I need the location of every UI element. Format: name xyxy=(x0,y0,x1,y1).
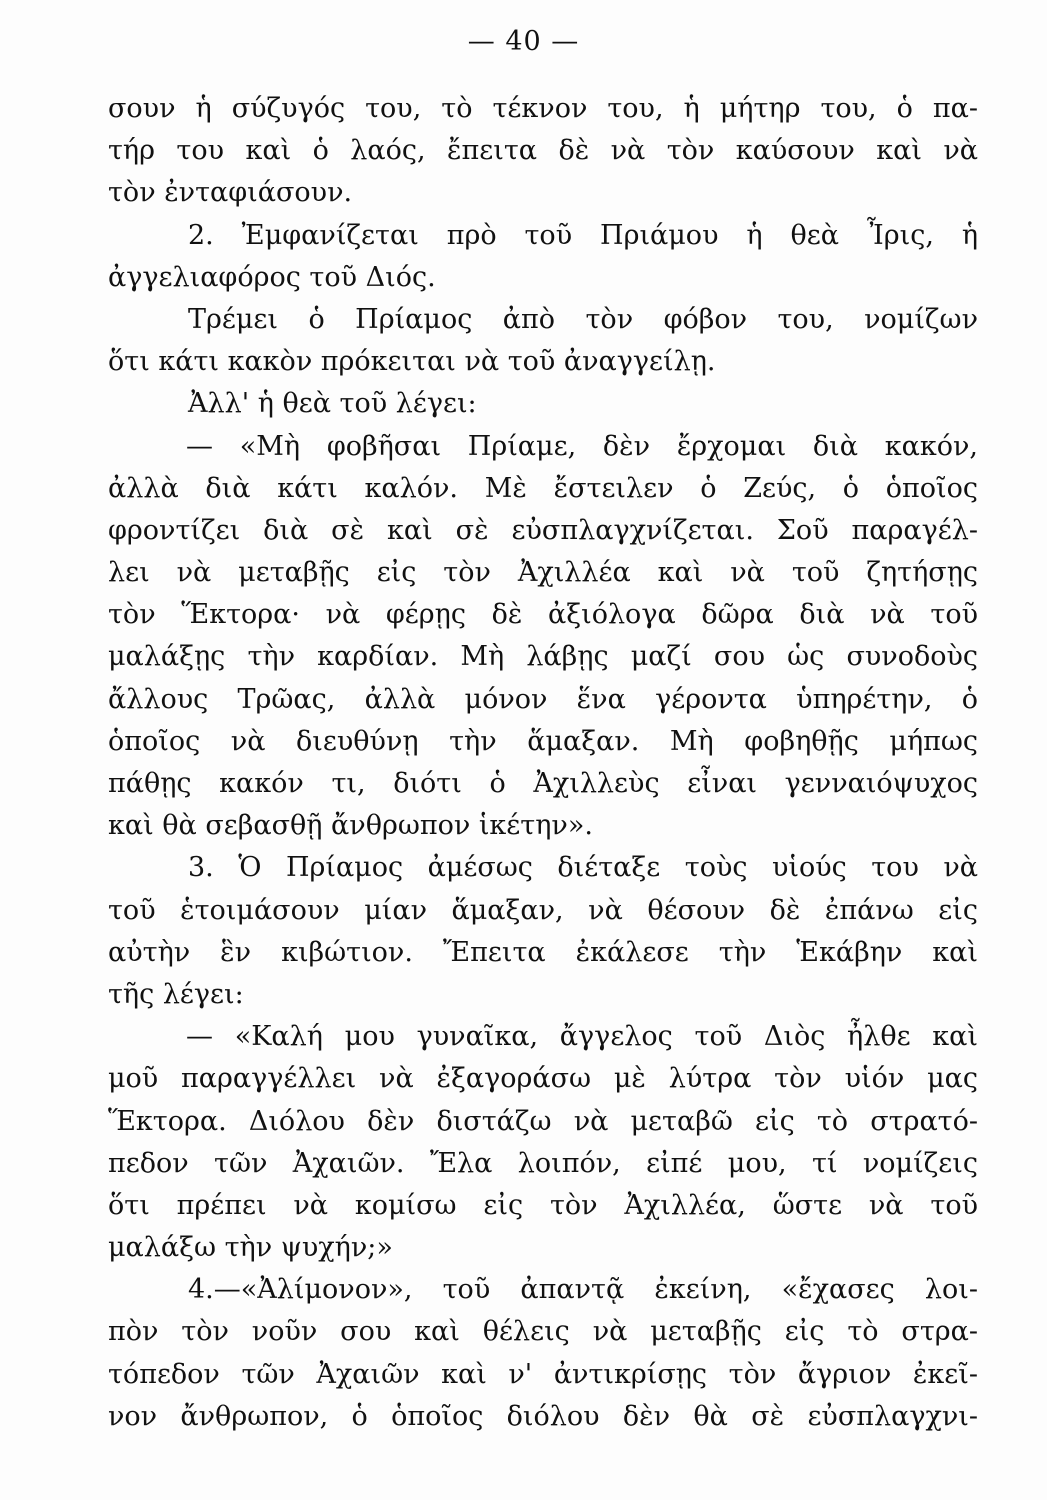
dialogue-line: — «Καλή μου γυναῖκα, ἄγγελος τοῦ Διὸς ἦλθε καὶ xyxy=(186,1021,978,1053)
text-line: Τρέμει ὁ Πρίαμος ἀπὸ τὸν φόβον του, νομίζων xyxy=(188,303,978,335)
page-number: — 40 — xyxy=(467,26,580,57)
text-line: τόπεδον τῶν Ἀχαιῶν καὶ ν' ἀντικρίσῃς τὸν ἄγριον ἐκεῖ- xyxy=(108,1358,978,1390)
text-line: μαλάξῃς τὴν καρδίαν. Μὴ λάβῃς μαζί σου ὡς συνοδοὺς xyxy=(108,641,978,673)
text-line: ἄλλους Τρῶας, ἀλλὰ μόνον ἕνα γέροντα ὑπηρέτην, ὁ xyxy=(108,683,978,715)
text-line: λει νὰ μεταβῇς εἰς τὸν Ἀχιλλέα καὶ νὰ τοῦ ζητήσῃς xyxy=(108,557,978,589)
paragraph-start-4: 4.—«Ἀλίμονον», τοῦ ἀπαντᾷ ἐκείνη, «ἔχασες λοι- xyxy=(188,1274,978,1306)
text-line: πὸν τὸν νοῦν σου καὶ θέλεις νὰ μεταβῇς εἰς τὸ στρα- xyxy=(108,1316,978,1348)
text-line: τῆς λέγει: xyxy=(108,978,244,1010)
text-line: ὁποῖος νὰ διευθύνῃ τὴν ἅμαξαν. Μὴ φοβηθῇς μήπως xyxy=(108,725,978,757)
text-line: ἀλλὰ διὰ κάτι καλόν. Μὲ ἔστειλεν ὁ Ζεύς, ὁ ὁποῖος xyxy=(108,472,978,504)
text-line: πάθῃς κακόν τι, διότι ὁ Ἀχιλλεὺς εἶναι γενναιόψυχος xyxy=(108,768,978,799)
text-line: τοῦ ἑτοιμάσουν μίαν ἅμαξαν, νὰ θέσουν δὲ ἐπάνω εἰς xyxy=(108,894,978,926)
text-line: πεδον τῶν Ἀχαιῶν. Ἔλα λοιπόν, εἰπέ μου, τί νομίζεις xyxy=(108,1147,978,1179)
text-line: αὐτὴν ἓν κιβώτιον. Ἔπειτα ἐκάλεσε τὴν Ἑκάβην καὶ xyxy=(108,936,978,968)
text-line: Ἀλλ' ἡ θεὰ τοῦ λέγει: xyxy=(188,388,477,420)
text-line: ὅτι κάτι κακὸν πρόκειται νὰ τοῦ ἀναγγείλῃ. xyxy=(108,346,716,378)
text-line: ὅτι πρέπει νὰ κομίσω εἰς τὸν Ἀχιλλέα, ὥστε νὰ τοῦ xyxy=(108,1189,978,1221)
text-line: νον ἄνθρωπον, ὁ ὁποῖος διόλου δὲν θὰ σὲ εὐσπλαγχνι- xyxy=(108,1400,978,1432)
text-line: σουν ἡ σύζυγός του, τὸ τέκνον του, ἡ μήτηρ του, ὁ πα- xyxy=(108,93,978,124)
paragraph-start-3: 3. Ὁ Πρίαμος ἀμέσως διέταξε τοὺς υἱούς του νὰ xyxy=(188,852,978,884)
body-text xyxy=(108,88,978,1438)
text-line: φροντίζει διὰ σὲ καὶ σὲ εὐσπλαγχνίζεται. Σοῦ παραγέλ- xyxy=(108,514,978,546)
text-line: μαλάξω τὴν ψυχήν;» xyxy=(108,1232,393,1264)
text-line: Ἕκτορα. Διόλου δὲν διστάζω νὰ μεταβῶ εἰς τὸ στρατό- xyxy=(108,1105,978,1137)
text-line: τὸν ἐνταφιάσουν. xyxy=(108,177,353,209)
paragraph-start-2: 2. Ἐμφανίζεται πρὸ τοῦ Πριάμου ἡ θεὰ Ἶρις, ἡ xyxy=(188,219,978,251)
text-line: ἀγγελιαφόρος τοῦ Διός. xyxy=(108,261,436,293)
text-line: τὸν Ἕκτορα· νὰ φέρῃς δὲ ἀξιόλογα δῶρα διὰ νὰ τοῦ xyxy=(108,599,978,631)
text-line: καὶ θὰ σεβασθῇ ἄνθρωπον ἱκέτην». xyxy=(108,810,593,842)
text-line: μοῦ παραγγέλλει νὰ ἐξαγοράσω μὲ λύτρα τὸν υἱόν μας xyxy=(108,1063,978,1095)
text-line: τήρ του καὶ ὁ λαός, ἔπειτα δὲ νὰ τὸν καύσουν καὶ νὰ xyxy=(108,135,978,167)
dialogue-line: — «Μὴ φοβῆσαι Πρίαμε, δὲν ἔρχομαι διὰ κακόν, xyxy=(186,430,978,462)
